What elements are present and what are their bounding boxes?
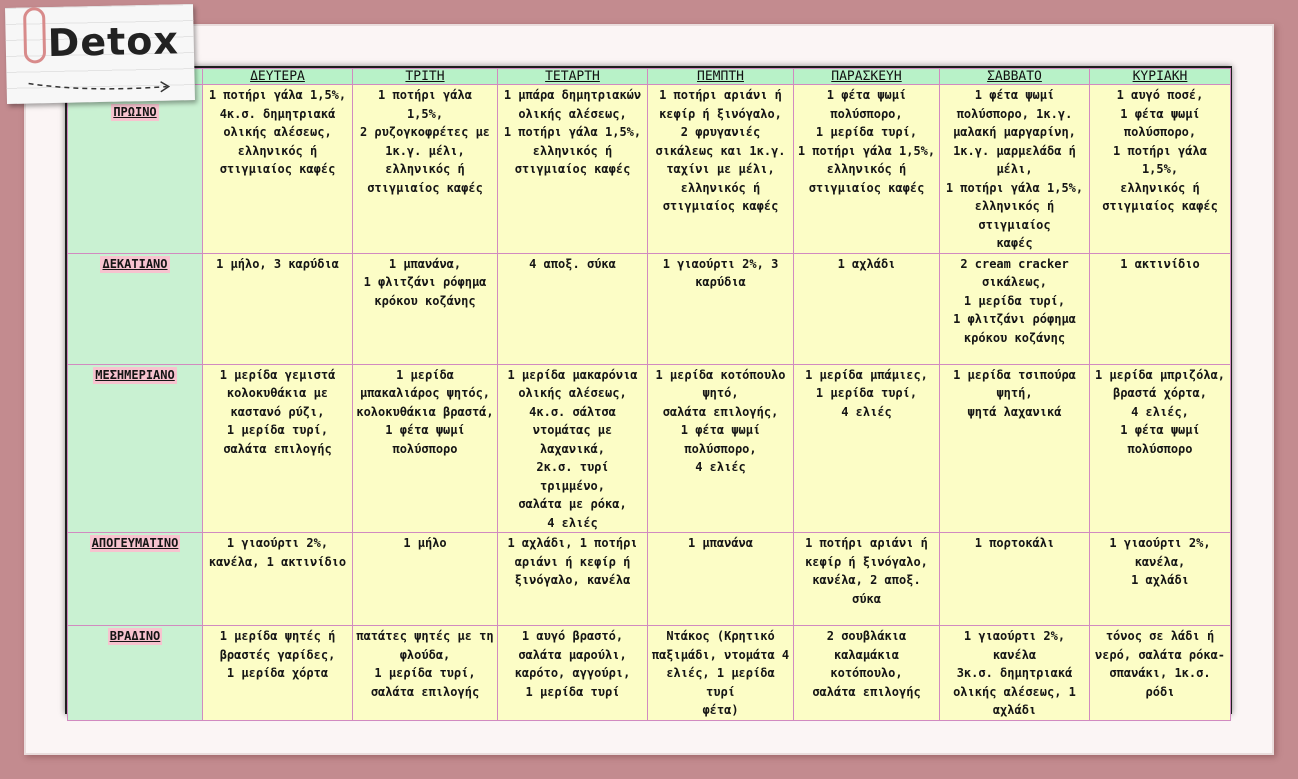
meal-cell-line: 1 φέτα ψωμί [1120,423,1200,437]
meal-cell-line: πολύσπορο [392,441,458,456]
meal-plan-board [65,66,1232,717]
meal-cell-line: 4κ.σ. δημητριακά [219,106,336,121]
meal-cell-line: 1κ.γ. μέλι, [385,143,465,158]
meal-cell-line: 1 πορτοκάλι [974,536,1055,550]
meal-cell [203,626,353,721]
meal-cell [648,253,794,364]
meal-cell-line: κολοκυθάκια βραστά, [356,404,494,419]
meal-cell-line: παξιμάδι, ντομάτα 4 [651,647,790,662]
meal-cell-line: στιγμιαίος καφές [662,199,779,213]
meal-label: ΑΠΟΓΕΥΜΑΤΙΝΟ [91,536,179,550]
meal-cell-line: ελληνικός ή [680,180,761,195]
detox-note [5,4,195,104]
meal-cell-line: 1 μήλο [403,536,447,550]
meal-cell [353,253,498,364]
meal-cell-line: 1κ.γ. μαρμελάδα ή [953,143,1076,158]
meal-cell [648,626,794,721]
meal-cell-line: στιγμιαίος καφές [367,180,483,195]
day-label: ΠΕΜΠΤΗ [697,69,744,84]
meal-cell-line: κανέλα, 2 αποξ. [812,573,921,587]
meal-label: ΠΡΩΙΝΟ [113,105,157,119]
meal-cell-line: 1 αυγό βραστό, [521,629,624,643]
meal-cell-line: στιγμιαίος καφές [514,162,631,176]
meal-cell-line: 1 μπάρα δημητριακών [503,88,642,102]
day-label: ΣΑΒΒΑΤΟ [987,69,1042,84]
meal-cell-line: 1 γιαούρτι 2%, [226,536,329,550]
meal-cell [1090,364,1231,533]
meal-cell-line: 1 γιαούρτι 2%, [1109,536,1211,550]
meal-cell-line: 1 μερίδα ψητές ή [219,629,336,643]
meal-cell-line: πολύσπορο [1127,441,1193,456]
meal-cell-line: 1 ποτήρι γάλα 1,5%, [208,88,347,102]
meal-cell [203,364,353,533]
meal-cell [794,533,940,626]
meal-cell-line: 1 μερίδα μπριζόλα, [1094,367,1226,382]
meal-cell-line: μπακαλιάρος ψητός, [359,386,491,400]
meal-label-cell [68,253,203,364]
meal-cell-line: κεφίρ ή ξινόγαλο, [659,106,782,121]
day-header [648,69,794,85]
meal-cell-line: πολύσπορο, 1κ.γ. [956,106,1073,121]
meal-row [68,253,1231,364]
meal-cell [498,533,648,626]
meal-cell-line: 2 φρυγανιές [680,125,761,139]
meal-cell-line: 1 ποτήρι γάλα 1,5%, [945,180,1084,195]
meal-cell-line: στιγμιαίος καφές [1102,199,1218,213]
meal-cell-line: 1 μπανάνα, [388,256,462,271]
meal-cell-line: κεφίρ ή ξινόγαλο, [805,554,928,569]
meal-cell-line: 1 φλιτζάνι ρόφημα [363,275,487,289]
meal-cell-line: Ντάκος (Κρητικό [666,629,775,643]
day-label: ΤΕΤΑΡΤΗ [545,69,600,84]
meal-cell-line: 1 μερίδα τυρί, [815,125,918,139]
meal-cell-line: 1 αυγό ποσέ, [1116,88,1204,102]
meal-cell-line: 1 μερίδα τυρί, [226,423,329,437]
meal-cell-line: 1 αχλάδι [837,256,896,271]
meal-cell-line: 1 ποτήρι αριάνι ή [805,536,928,550]
meal-cell-line: σικάλεως και 1κ.γ. [655,143,786,158]
meal-cell-line: κρόκου κοζάνης [963,330,1066,345]
meal-cell-line: 1 φέτα ψωμί [680,423,761,437]
meal-cell-line: νερό, σαλάτα ρόκα- [1094,647,1226,662]
meal-cell-line: φέτα) [702,703,739,717]
day-header [203,69,353,85]
meal-cell [940,85,1090,254]
meal-cell-line: πολύσπορο, [830,106,903,121]
meal-cell-line: 2 σουβλάκια [826,629,907,643]
meal-cell-line: 1,5%, [1141,162,1179,176]
meal-cell-line: στιγμιαίος καφές [808,180,925,195]
meal-cell-line: 1 μερίδα [396,367,454,382]
meal-cell-line: σαλάτα με ρόκα, [518,497,627,511]
meal-rows [68,85,1231,721]
meal-cell [1090,253,1231,364]
meal-cell [794,253,940,364]
meal-cell-line: στιγμιαίος καφές [219,162,336,176]
meal-cell-line: 4κ.σ. σάλτσα [529,404,616,419]
meal-cell-line: μέλι, [996,162,1033,176]
meal-row [68,626,1231,721]
meal-row [68,364,1231,533]
meal-cell [648,533,794,626]
meal-cell-line: ξινόγαλο, κανέλα [514,573,631,587]
day-label: ΤΡΙΤΗ [405,69,445,84]
day-header [794,69,940,85]
meal-cell [498,626,648,721]
meal-cell-line: κοτόπουλο, [830,666,903,680]
meal-cell-line: σαλάτα επιλογής [223,441,332,456]
meal-cell-line: ψητά λαχανικά [967,404,1062,419]
meal-cell-line: τόνος σε λάδι ή [1105,629,1215,643]
meal-cell-line: 1 αχλάδι, 1 ποτήρι [507,536,638,550]
meal-cell-line: 4 ελιές [841,404,892,419]
meal-cell-line: ολικής αλέσεως, 1 [953,684,1076,699]
meal-cell-line: αριάνι ή κεφίρ ή [514,554,631,569]
meal-cell-line: κανέλα, [1134,554,1186,569]
meal-cell-line: πατάτες ψητές με τη [356,629,494,643]
meal-cell-line: κανέλα [992,647,1037,662]
meal-cell-line: 4 ελιές [547,515,598,530]
meal-cell [353,85,498,254]
meal-cell-line: βραστά χόρτα, [1113,386,1207,400]
meal-cell-line: 1 φέτα ψωμί [1120,106,1200,121]
meal-cell-line: 1 μερίδα τσιπούρα [953,367,1076,382]
meal-cell-line: 1 μήλο, 3 καρύδια [216,256,339,271]
meal-cell [353,626,498,721]
meal-cell [1090,626,1231,721]
meal-cell-line: 4 ελιές, [1131,404,1189,419]
meal-cell-line: 1 φέτα ψωμί [826,88,907,102]
meal-cell-line: σαλάτα μαρούλι, [518,647,627,662]
day-label: ΔΕΥΤΕΡΑ [250,69,305,84]
meal-cell-line: 2κ.σ. τυρί τριμμένο, [536,460,609,493]
meal-label: ΒΡΑΔΙΝΟ [109,629,161,643]
meal-cell-line: ελληνικός ή [237,143,318,158]
meal-cell-line: 1 ποτήρι γάλα [378,88,472,102]
meal-cell-line: 1 φλιτζάνι ρόφημα [953,312,1076,326]
meal-cell-line: 2 ρυζογκοφρέτες με [359,125,491,139]
day-header [353,69,498,85]
paperclip-icon [23,7,46,63]
meal-cell-line: 4 ελιές [695,460,746,474]
meal-cell-line: αχλάδι [992,703,1037,717]
day-header [1090,69,1231,85]
meal-cell-line: 1 μερίδα τυρί, [963,293,1066,308]
meal-cell-line: ψητή, [996,386,1033,400]
note-title: Detox [47,18,180,66]
meal-label: ΜΕΣΗΜΕΡΙΑΝΟ [95,367,175,382]
meal-cell-line: 3κ.σ. δημητριακά [956,666,1073,680]
meal-cell [940,626,1090,721]
day-label: ΠΑΡΑΣΚΕΥΗ [831,69,902,84]
meal-cell-line: 1 ποτήρι γάλα 1,5%, [503,125,642,139]
meal-cell-line: 1 ακτινίδιο [1120,256,1200,271]
day-label: ΚΥΡΙΑΚΗ [1132,69,1188,84]
meal-cell-line: 1 μερίδα τυρί [525,684,620,699]
meal-cell [203,533,353,626]
meal-cell-line: 1,5%, [406,106,444,121]
meal-cell-line: σαλάτα επιλογής, [662,404,779,419]
dashed-arrow-icon [27,76,177,95]
meal-cell-line: καλαμάκια [833,647,900,662]
meal-cell [940,253,1090,364]
meal-cell-line: ολικής αλέσεως, [518,106,627,121]
day-header-row [68,69,1231,85]
meal-cell-line: 2 cream cracker [960,256,1069,271]
meal-cell-line: κρόκου κοζάνης [374,293,476,308]
meal-label-cell [68,85,203,254]
meal-cell-line: σικάλεως, [981,275,1048,289]
meal-cell-line: ελληνικός ή [385,162,465,176]
meal-cell [794,85,940,254]
meal-cell-line: 1 γιαούρτι 2%, [963,629,1066,643]
meal-row [68,85,1231,254]
meal-label-cell [68,626,203,721]
meal-cell-line: 1 ποτήρι γάλα [1113,143,1207,158]
meal-cell-line: ελληνικός ή [532,143,613,158]
meal-cell-line: φλούδα, [399,647,451,662]
meal-cell-line: καφές [996,236,1033,250]
meal-cell-line: 1 γιαούρτι 2%, 3 [662,256,779,271]
meal-cell-line: σύκα [852,591,881,606]
meal-cell [648,364,794,533]
meal-cell-line: 1 μερίδα μακαρόνια [507,367,638,382]
meal-cell-line: πολύσπορο, [1123,125,1197,139]
meal-cell [940,533,1090,626]
meal-cell-line: καστανό ρύζι, [230,404,325,419]
meal-cell-line: μαλακή μαργαρίνη, [953,125,1076,139]
meal-label: ΔΕΚΑΤΙΑΝΟ [102,256,168,271]
meal-cell-line: 1 μπανάνα [687,536,754,550]
meal-cell-line: σαλάτα επιλογής [812,684,921,699]
meal-cell-line: 1 φέτα ψωμί [974,88,1055,102]
meal-cell-line: ολικής αλέσεως, [518,386,627,400]
meal-cell-line: ντομάτας με [532,423,613,437]
meal-cell [940,364,1090,533]
meal-cell-line: 1 μερίδα κοτόπουλο [655,367,786,382]
meal-cell [353,364,498,533]
meal-cell-line: ψητό, [702,386,739,400]
day-header [940,69,1090,85]
meal-cell-line: 1 αχλάδι [1131,573,1189,587]
meal-cell-line: βραστές γαρίδες, [219,647,336,662]
meal-cell-line: ελληνικός ή [826,162,907,176]
meal-cell [794,364,940,533]
meal-cell [648,85,794,254]
meal-cell [498,85,648,254]
meal-cell-line: 4 αποξ. σύκα [529,256,616,271]
meal-cell-line: 1 μερίδα τυρί, [374,666,476,680]
meal-cell-line: ελληνικός ή στιγμιαίος [974,199,1055,232]
meal-cell-line: 1 μερίδα μπάμιες, [805,367,928,382]
meal-cell-line: 1 μερίδα τυρί, [815,386,918,400]
meal-cell-line: καρύδια [695,275,746,289]
meal-cell-line: ταχίνι με μέλι, [666,162,775,176]
meal-cell-line: κανέλα, 1 ακτινίδιο [208,554,347,569]
meal-cell-line: 1 ποτήρι αριάνι ή [659,88,782,102]
meal-cell-line: λαχανικά, [539,441,606,456]
meal-label-cell [68,533,203,626]
meal-cell-line: ολικής αλέσεως, [223,125,332,139]
meal-cell-line: σαλάτα επιλογής [370,684,480,699]
meal-label-cell [68,364,203,533]
meal-cell [1090,85,1231,254]
meal-cell-line: σπανάκι, 1κ.σ. ρόδι [1109,666,1211,699]
meal-cell-line: 1 φέτα ψωμί [385,423,465,437]
meal-cell [203,85,353,254]
meal-cell-line: πολύσπορο, [684,441,757,456]
meal-cell-line: καρότο, αγγούρι, [514,666,631,680]
meal-row [68,533,1231,626]
meal-cell-line: κολοκυθάκια με [226,386,329,400]
meal-cell [498,253,648,364]
day-header [498,69,648,85]
meal-cell [353,533,498,626]
meal-cell-line: 1 μερίδα χόρτα [226,666,329,680]
meal-plan-table [67,68,1231,721]
meal-cell-line: ελιές, 1 μερίδα τυρί [666,666,775,699]
meal-cell-line: ελληνικός ή [1120,180,1200,195]
meal-cell-line: 1 ποτήρι γάλα 1,5%, [797,143,936,158]
meal-cell [794,626,940,721]
meal-cell-line: 1 μερίδα γεμιστά [219,367,336,382]
meal-cell [498,364,648,533]
meal-cell [1090,533,1231,626]
meal-cell [203,253,353,364]
